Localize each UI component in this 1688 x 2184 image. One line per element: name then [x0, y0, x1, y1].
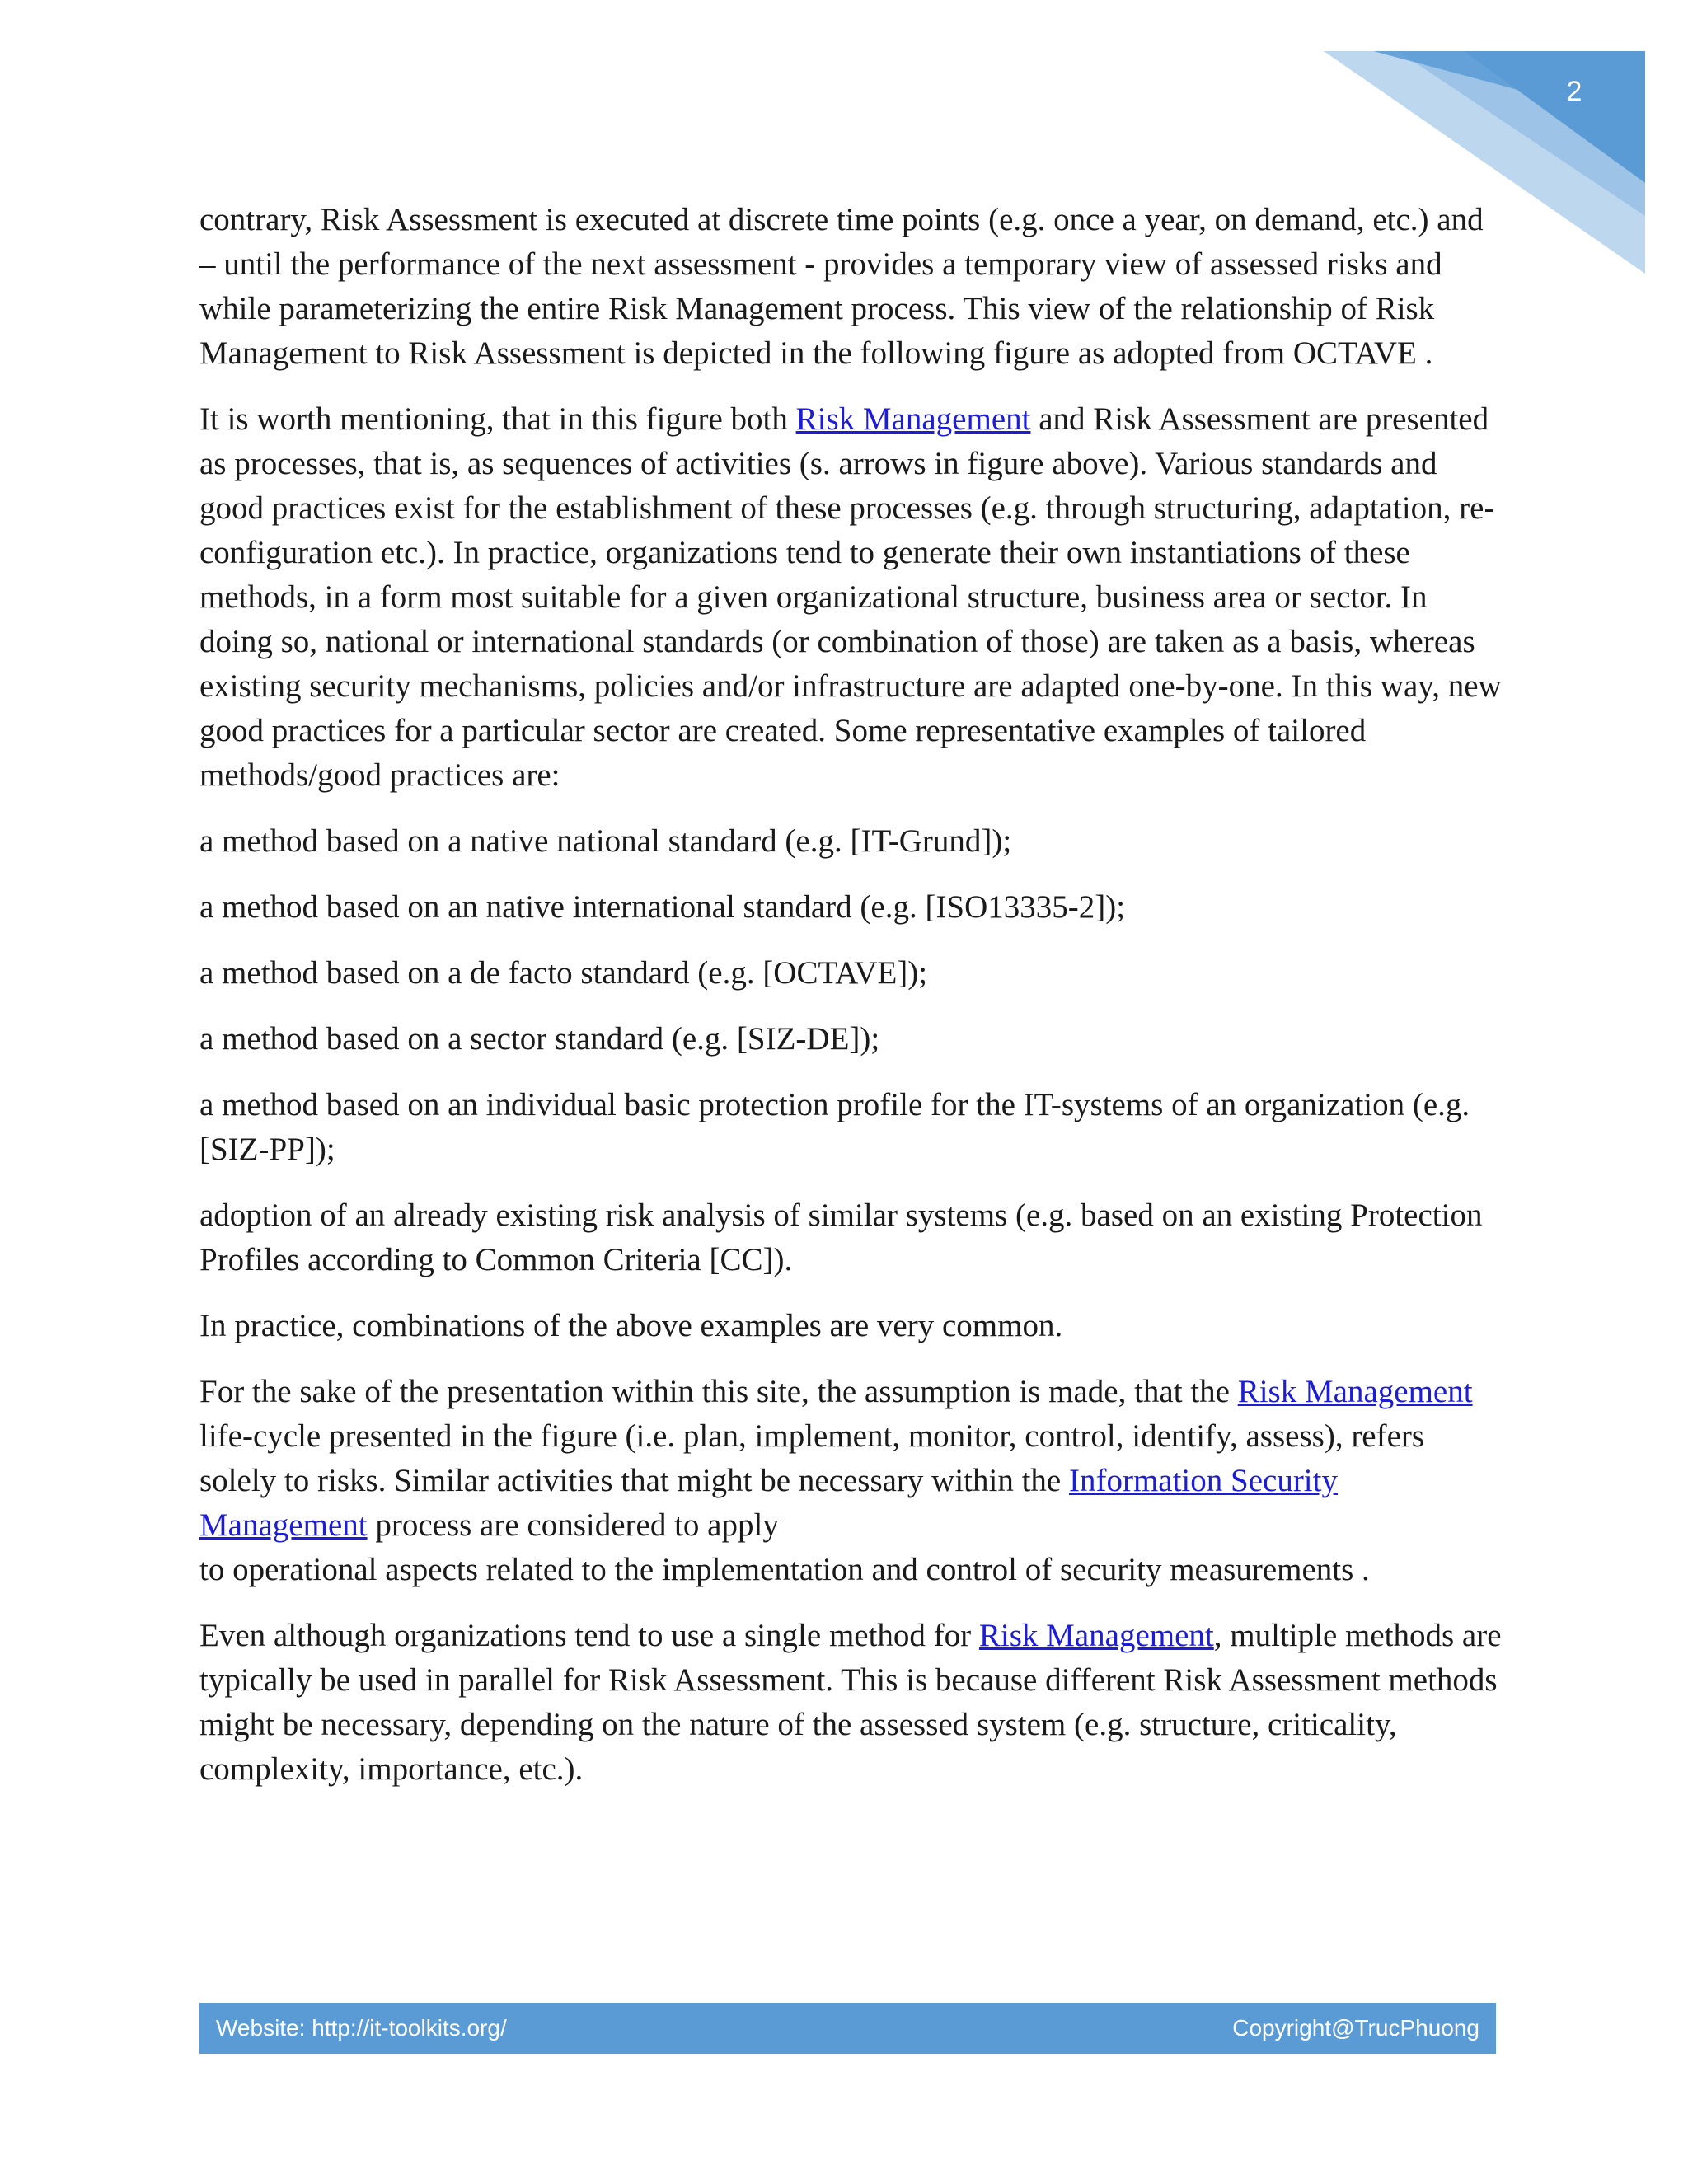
text-run: and Risk Assessment are presented as processes, that is, as sequences of activities (s. arrows in figure above). Various standards and good practices exist for the establishment of these processes (e.g. through structuring, adaptation, re-configuration etc.). In practice, organizations tend to generate their own instantiations of these methods, in a form most suitable for a given organizational structure, business area or sector. In doing so, national or international standards (or combination of those) are taken as a basis, whereas existing security mechanisms, policies and/or infrastructure are adapted one-by-one. In this way, new good practices for a particular sector are created. Some representative examples of tailored methods/good practices are:	[199, 401, 1502, 793]
risk-management-link[interactable]: Risk Management	[1237, 1374, 1473, 1409]
paragraph	[199, 1614, 1502, 1792]
list-item: a method based on a sector standard (e.g. [SIZ-DE]);	[199, 1021, 880, 1057]
list-item: a method based on a native national standard (e.g. [IT-Grund]);	[199, 823, 1012, 859]
footer-copyright: Copyright@TrucPhuong	[1232, 2015, 1479, 2041]
paragraph: contrary, Risk Assessment is executed at discrete time points (e.g. once a year, on demand, etc.) and – until the performance of the next assessment - provides a temporary view of assessed risks and while parameterizing the entire Risk Management process. This view of the relationship of Risk Management to Risk Assessment is depicted in the following figure as adopted from OCTAVE .	[199, 202, 1484, 371]
text-run: to operational aspects related to the implementation and control of security measurements .	[199, 1552, 1370, 1587]
footer-website: Website: http://it-toolkits.org/	[216, 2015, 507, 2041]
list-item: a method based on a de facto standard (e.g. [OCTAVE]);	[199, 955, 928, 991]
paragraph	[199, 397, 1502, 798]
list-item: a method based on an individual basic protection profile for the IT-systems of an organization (e.g. [SIZ-PP]);	[199, 1087, 1470, 1167]
paragraph	[199, 1370, 1502, 1592]
risk-management-link[interactable]: Risk Management	[795, 401, 1031, 437]
text-run: process are considered to apply	[367, 1507, 779, 1543]
risk-management-link[interactable]: Risk Management	[978, 1618, 1214, 1653]
text-run: For the sake of the presentation within this site, the assumption is made, that the	[199, 1374, 1238, 1409]
list-item: adoption of an already existing risk analysis of similar systems (e.g. based on an existing Protection Profiles according to Common Criteria [CC]).	[199, 1197, 1483, 1277]
page-footer	[199, 2003, 1496, 2054]
text-run: life-cycle presented in the figure (i.e. plan, implement, monitor, control, identify, assess), refers solely to risks. Similar activities that might be necessary within the	[199, 1418, 1425, 1498]
text-run: Even although organizations tend to use a single method for	[199, 1618, 979, 1653]
information-security-management-link[interactable]: Information Security Management	[199, 1463, 1338, 1543]
list-item: a method based on an native international standard (e.g. [ISO13335-2]);	[199, 889, 1126, 925]
text-run: , multiple methods are typically be used in parallel for Risk Assessment. This is because different Risk Assessment methods might be necessary, depending on the nature of the assessed system (e.g. structure, criticality, complexity, importance, etc.).	[199, 1618, 1502, 1787]
paragraph: In practice, combinations of the above examples are very common.	[199, 1308, 1063, 1343]
page-number: 2	[1566, 76, 1582, 107]
document-body	[199, 198, 1502, 1813]
text-run: It is worth mentioning, that in this figure both	[199, 401, 796, 437]
